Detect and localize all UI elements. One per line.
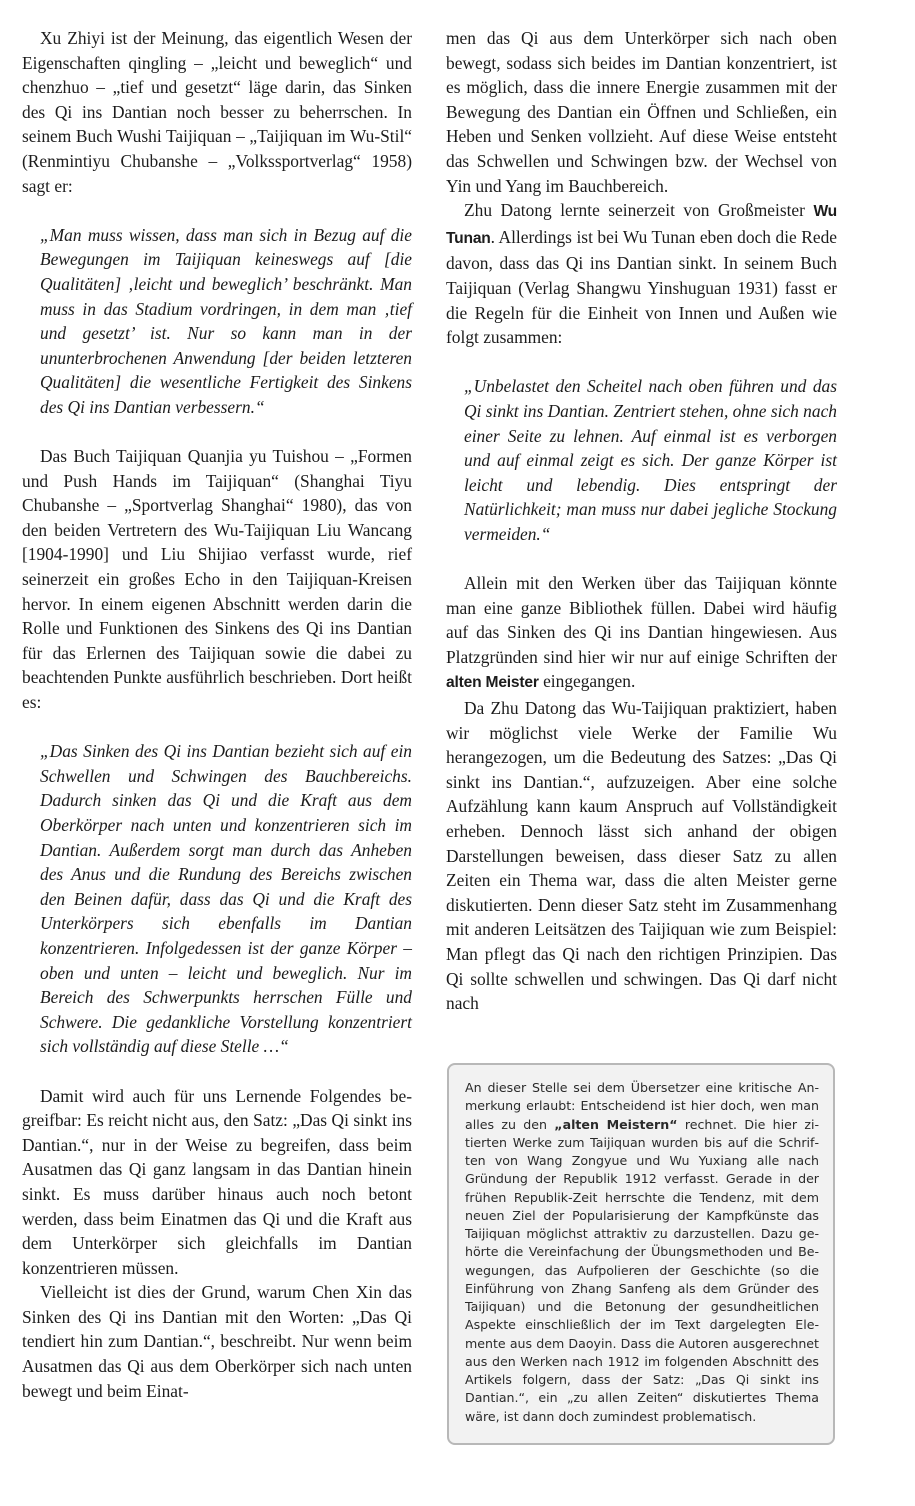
paragraph-xu-zhiyi: Xu Zhiyi ist der Meinung, das eigentlich Wesen der Eigenschaften qingling – „leicht und beweglich“ und chenzhuo – „tief und gesetzt“ läge darin, das Sinken des Qi ins Dantian noch besser zu beherrschen. In seinem Buch Wushi Taijiquan – „Taijiquan im Wu-Stil“ (Renmintiyu Chubanshe – „Volkssportverlag“ 1958) sagt er: xyxy=(22,28,412,196)
left-column xyxy=(22,26,412,1403)
right-column xyxy=(446,26,837,1016)
spacer xyxy=(446,546,837,571)
paragraph-chen-xin: Vielleicht ist dies der Grund, warum Chen Xin das Sinken des Qi ins Dantian mit den Worten: „Das Qi tendiert hin zum Dantian.“, beschreibt. Nur wenn beim Ausatmen das Qi aus dem Oberkörper sich nach unten bewegt und beim Einat- xyxy=(22,1282,412,1401)
paragraph-liu-book: Das Buch Taijiquan Quanjia yu Tuishou – „Formen und Push Hands im Taijiquan“ (Shanghai Tiyu Chubanshe – „Sportverlag Shanghai“ 1980), das von den beiden Vertretern des Wu-Taijiquan Liu Wancang [1904-1990] und Liu Shijiao verfasst wurde, rief seinerzeit ein großes Echo in den Taijiquan-Kreisen hervor. In einem eigenen Abschnitt werden darin die Rolle und Funktionen des Sinkens des Qi ins Dantian für das Erlernen des Taijiquan sowie die dabei zu beachtenden Punkte ausführlich beschrieben. Dort heißt es: xyxy=(22,446,412,713)
text-span: An dieser Stelle sei dem Übersetzer eine kritische Anmerkung erlaubt: Entscheidend ist hier doch, wen man alles zu den xyxy=(465,1080,819,1132)
term-alten-meistern: „alten Meistern“ xyxy=(554,1116,678,1132)
name-wu-tunan: Wu Tunan xyxy=(446,203,837,247)
text-span: . Allerdings ist bei Wu Tunan eben doch die Rede davon, dass das Qi ins Dantian sinkt. In seinem Buch Taijiquan (Verlag Shangwu Yinshuguan 1931) fasst er die Regeln für die Einheit von Innen und Außen wie folgt zusammen: xyxy=(446,226,837,348)
paragraph-zhu-datong xyxy=(446,198,837,350)
spacer xyxy=(22,198,412,223)
translator-note-box xyxy=(447,1063,835,1445)
paragraph-library xyxy=(446,571,837,696)
term-alten-meister: alten Meister xyxy=(446,674,539,692)
spacer xyxy=(446,350,837,375)
text-span: Allein mit den Werken über das Taijiquan könnte man eine ganze Bibliothek füllen. Dabei wird häufig auf das Sinken des Qi ins Dantian hingewiesen. Aus Platzgründen sind hier wir nur auf einige Schriften der xyxy=(446,573,837,667)
text-span: Zhu Datong lernte seinerzeit von Großmeister xyxy=(464,200,814,221)
text-span: rechnet. Die hier zitierten Werke zum Taijiquan wurden bis auf die Schriften von Wang Zongyue und Wu Yuxiang alle nach Gründung der Republik 1912 verfasst. Gerade in der frühen Republik-Zeit herrschte die Tendenz, mit dem neuen Ziel der Popularisierung der Kampfkünste das Taijiquan möglichst attraktiv zu darzustellen. Dazu gehörte die Vereinfachung der Übungsmethoden und Bewegungen, das Aufpolieren der Geschichte (so die Einführung von Zhang Sanfeng als dem Gründer des Taijiquan) und die Betonung der gesundheitlichen Aspekte einschließlich der im Text dargelegten Elemente aus dem Daoyin. Dass die Autoren ausgerechnet aus den Werken nach 1912 im folgenden Abschnitt des Artikels folgern, dass der Satz: „Das Qi sinkt ins Dantian.“, ein „zu allen Zeiten“ diskutiertes Thema wäre, ist dann doch zumindest problematisch. xyxy=(465,1116,820,1424)
spacer xyxy=(22,420,412,445)
paragraph-continuation: men das Qi aus dem Unterkörper sich nach oben bewegt, sodass sich beides im Dantian konzentriert, ist es möglich, dass die innere Energie zusammen mit der Bewegung des Dantian ein Öffnen und Schließen, ein Heben und Senken vollzieht. Auf diese Weise entsteht das Schwellen und Schwingen bzw. der Wechsel von Yin und Yang im Bauchbereich. xyxy=(446,28,837,196)
paragraph-learners: Damit wird auch für uns Lernende Folgendes begreifbar: Es reicht nicht aus, den Satz: „Das Qi sinkt ins Dantian.“, nur in der Weise zu begreifen, dass beim Ausatmen das Qi ganz langsam in das Dantian hinein sinkt. Es muss darüber hinaus auch noch betont werden, dass beim Einatmen das Qi und die Kraft aus dem Unterkörper sich gleichfalls im Dantian konzentrieren müssen. xyxy=(22,1085,412,1278)
text-span: eingegangen. xyxy=(538,671,636,692)
paragraph-wu-family: Da Zhu Datong das Wu-Taijiquan praktiziert, haben wir möglichst viele Werke der Familie Wu herangezogen, um die Bedeutung des Satzes: „Das Qi sinkt ins Dantian.“, aufzuzeigen. Aber eine solche Aufzählung kann kaum Anspruch auf Vollständigkeit erheben. Dennoch lässt sich anhand der obigen Darstellungen beweisen, dass dieser Satz zu allen Zeiten ein Thema war, dass die alten Meister gerne diskutierten. Denn dieser Satz steht im Zusammenhang mit anderen Leitsätzen des Taijiquan wie zum Beispiel: Man pflegt das Qi nach den richtigen Prinzipien. Das Qi sollte schwellen und schwingen. Das Qi darf nicht nach xyxy=(446,698,837,1014)
spacer xyxy=(22,715,412,740)
spacer xyxy=(22,1059,412,1084)
quote-wu-tunan: „Unbelastet den Scheitel nach oben führen und das Qi sinkt ins Dantian. Zentriert stehen, ohne sich nach einer Seite zu lehnen. Auf einmal ist es verborgen und auf einmal zeigt es sich. Der ganze Körper ist leicht und lebendig. Dies entspringt der Natürlichkeit; man muss nur dabei jegliche Stockung vermeiden.“ xyxy=(464,376,837,544)
translator-note-text xyxy=(465,1079,819,1426)
quote-liu-book: „Das Sinken des Qi ins Dantian bezieht sich auf ein Schwellen und Schwingen des Bauchbereichs. Dadurch sinken das Qi und die Kraft aus dem Oberkörper nach unten und konzentrieren sich im Dantian. Außerdem sorgt man durch das Anheben des Anus und die Rundung des Bereichs zwischen den Beinen dafür, dass das Qi und die Kraft des Unterkörpers sich ebenfalls im Dantian konzentrieren. Infolgedessen ist der ganze Körper – oben und unten – leicht und beweglich. Nur im Bereich des Schwerpunkts herrschen Fülle und Schwere. Die gedankliche Vorstellung konzentriert sich vollständig auf diese Stelle …“ xyxy=(40,741,412,1057)
quote-xu-zhiyi: „Man muss wissen, dass man sich in Bezug auf die Bewegungen im Taijiquan keineswegs auf [die Qualitäten] ‚leicht und beweglich’ beschränkt. Man muss in das Stadium vordringen, in dem man ‚tief und gesetzt’ ist. Nur so kann man in der ununterbrochenen Anwendung [der beiden letzteren Qualitäten] die wesentliche Fertigkeit des Sinkens des Qi ins Dantian verbessern.“ xyxy=(40,224,412,417)
